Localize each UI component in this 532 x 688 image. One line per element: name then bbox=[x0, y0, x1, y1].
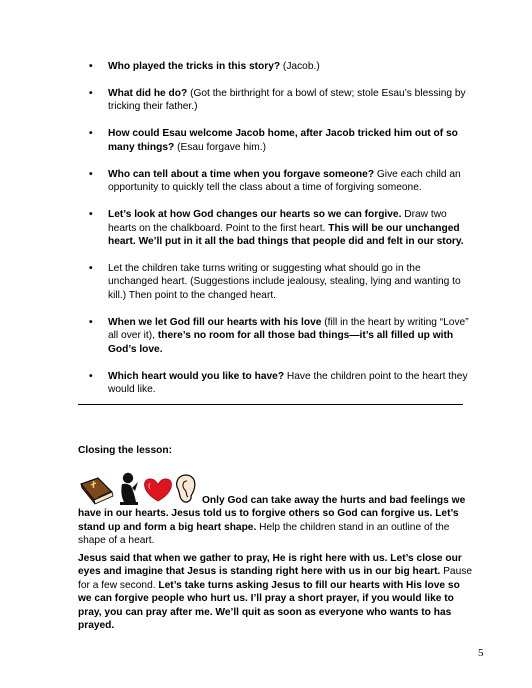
bullet-symbol: • bbox=[89, 168, 93, 180]
bullet-symbol: • bbox=[89, 263, 93, 275]
discussion-bullet-list bbox=[80, 60, 470, 410]
page-number: 5 bbox=[478, 647, 484, 659]
closing-heading: Closing the lesson: bbox=[78, 445, 172, 456]
bullet-item: • When we let God fill our hearts with his love (fill in the heart by writing “Love” all over it), there’s no room for all those bad things—it’s all filled up with God’s love. bbox=[89, 316, 469, 355]
bullet-symbol: • bbox=[89, 61, 93, 72]
bullet-item: • How could Esau welcome Jacob home, after Jacob tricked him out of so many things? (Esau forgave him.) bbox=[89, 128, 458, 153]
bullet-item: • Who played the tricks in this story? (Jacob.) bbox=[89, 61, 320, 72]
bullet-item: • Who can tell about a time when you forgave someone? Give each child an opportunity to quickly tell the class about a time of forgiving someone. bbox=[89, 168, 461, 194]
bullet-item: • Which heart would you like to have? Have the children point to the heart they would like. bbox=[89, 370, 468, 396]
bullet-symbol: • bbox=[89, 316, 93, 328]
closing-paragraph-1: Only God can take away the hurts and bad feelings we have in our hearts. Jesus told us to forgive others so God can forgive us. Let’s stand up and form a big heart shape. Help the children stand in an outline of the shape of a heart. bbox=[78, 495, 466, 547]
bullet-symbol: • bbox=[89, 209, 93, 221]
bullet-symbol: • bbox=[89, 128, 93, 140]
bullet-symbol: • bbox=[89, 88, 93, 99]
closing-paragraph-2: Jesus said that when we gather to pray, He is right here with us. Let’s close our eyes and imagine that Jesus is standing right here with us in our big heart. Pause for a few second. Let’s take turns asking Jesus to fill our hearts with His love so we can forgive people who hurt us. I’ll pray a short prayer, if you would like to pray, you can pray after me. We’ll quit as soon as everyone who wants to has prayed. bbox=[78, 553, 473, 632]
bullet-item: • Let’s look at how God changes our hearts so we can forgive. Draw two hearts on the chalkboard. Point to the first heart. This will be our unchanged heart. We’ll put in it all the bad things that people did and felt in our story. bbox=[89, 209, 464, 248]
bullet-item: • What did he do? (Got the birthright for a bowl of stew; stole Esau’s blessing by tricking their father.) bbox=[89, 88, 466, 113]
bullet-item: • Let the children take turns writing or suggesting what should go in the unchanged heart. (Suggestions include jealousy, stealing, lying and wanting to kill.) Then point to the changed heart. bbox=[89, 263, 461, 301]
section-divider bbox=[78, 404, 463, 405]
bullet-symbol: • bbox=[89, 370, 93, 382]
